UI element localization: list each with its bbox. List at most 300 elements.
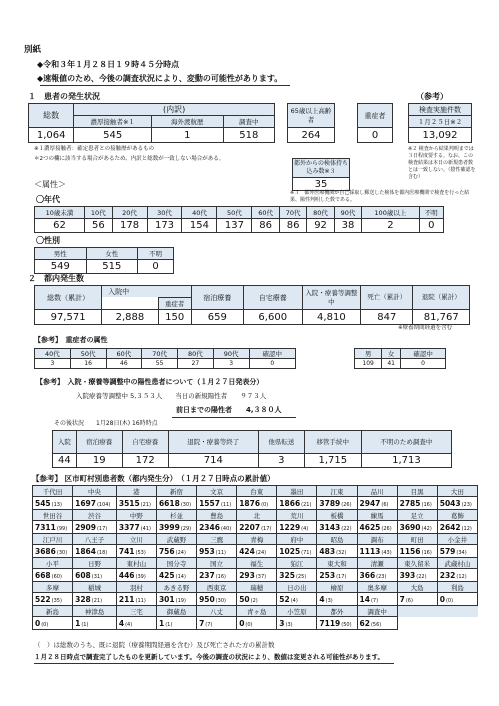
ward-count: 483 bbox=[319, 546, 336, 556]
sex-header-2: 不明 bbox=[138, 248, 174, 260]
ward-name: 世田谷 bbox=[33, 510, 73, 521]
severe-age-header-5: 90代 bbox=[213, 349, 249, 359]
ward-name: 東大和 bbox=[317, 558, 357, 569]
ward-name: 北 bbox=[237, 510, 277, 521]
ward-discharged-count: (19) bbox=[175, 597, 186, 604]
ward-value bbox=[116, 545, 156, 558]
ward-value bbox=[33, 569, 73, 582]
ward-value bbox=[277, 497, 317, 510]
ward-name: 檜原 bbox=[317, 582, 357, 593]
adjust-value-6: 1,713 bbox=[361, 454, 451, 468]
ward-discharged-count: (0) bbox=[41, 621, 49, 628]
v2-severe: 150 bbox=[158, 310, 191, 325]
adjust-value-2: 172 bbox=[122, 454, 168, 468]
ward-discharged-count: (11) bbox=[220, 501, 232, 508]
ward-value bbox=[197, 521, 237, 534]
ward-name: 町田 bbox=[397, 534, 437, 545]
ward-name: 杉並 bbox=[156, 510, 196, 521]
ward-name: 羽村 bbox=[116, 582, 156, 593]
v2-total: 97,571 bbox=[35, 310, 102, 325]
ward-value bbox=[357, 521, 397, 534]
age-table bbox=[34, 206, 444, 233]
v-tests: 13,092 bbox=[409, 128, 472, 143]
ward-name: 豊島 bbox=[197, 510, 237, 521]
ward-count: 2346 bbox=[199, 522, 220, 532]
severe-age-header-4: 80代 bbox=[178, 349, 214, 359]
ward-discharged-count: (14) bbox=[175, 573, 186, 580]
severe-age-header-6: 確認中 bbox=[249, 349, 296, 359]
ward-value bbox=[33, 521, 73, 534]
section1-title: １ 患者の発生状況 bbox=[28, 92, 100, 101]
ward-value bbox=[33, 593, 73, 606]
ward-count: 4625 bbox=[359, 522, 381, 532]
h-tests: 検査実施件数 bbox=[409, 104, 472, 116]
elderly-table bbox=[287, 103, 335, 143]
v2-home: 6,600 bbox=[243, 310, 302, 325]
ward-discharged-count: (35) bbox=[51, 597, 62, 604]
ward-value bbox=[197, 617, 237, 630]
ward-count: 950 bbox=[199, 594, 215, 604]
ward-discharged-count: (17) bbox=[261, 525, 272, 532]
age-value-8: 92 bbox=[307, 219, 334, 233]
ward-name bbox=[437, 606, 477, 617]
h2-hosp-spacer bbox=[102, 298, 159, 310]
adjust-ref-underline bbox=[172, 417, 296, 418]
age-header-8: 80代 bbox=[307, 207, 334, 219]
note-tests: ※２ 検査から結果判明までは３日程度要する。なお、この検査結果は本日の新規患者数とは一致しない。（陰性確認を含む） bbox=[408, 146, 476, 180]
ward-discharged-count: (21) bbox=[140, 501, 151, 508]
ward-discharged-count: (40) bbox=[220, 525, 232, 532]
ward-count: 2785 bbox=[399, 498, 421, 508]
ward-count: 3789 bbox=[319, 498, 341, 508]
v-severe: 0 bbox=[358, 128, 393, 143]
ward-discharged-count: (41) bbox=[140, 525, 151, 532]
ward-discharged-count: (24) bbox=[175, 549, 186, 556]
age-header-5: 50代 bbox=[217, 207, 252, 219]
ward-name: 三宅 bbox=[116, 606, 156, 617]
h-uchiwake: (内訳) bbox=[74, 104, 275, 116]
ward-value bbox=[437, 521, 477, 534]
ward-count: 1876 bbox=[239, 498, 261, 508]
ward-name: 青ヶ島 bbox=[237, 606, 277, 617]
ward-name: 千代田 bbox=[33, 486, 73, 497]
h-overseas: 海外渡航歴 bbox=[151, 116, 223, 128]
ward-discharged-count: (104) bbox=[96, 501, 111, 508]
ward-count: 424 bbox=[239, 546, 255, 556]
wards-footnote-1: （ ）は総数のうち、既に退院（療養期間経過を含む）及び死亡された方の累計数 bbox=[34, 641, 275, 649]
ward-name: 清瀬 bbox=[357, 558, 397, 569]
ward-value bbox=[317, 521, 357, 534]
ward-count: 545 bbox=[35, 498, 51, 508]
ward-discharged-count: (3) bbox=[325, 597, 333, 604]
ward-name: 昭島 bbox=[317, 534, 357, 545]
age-header-9: 90代 bbox=[334, 207, 361, 219]
ward-value bbox=[277, 569, 317, 582]
ward-value bbox=[156, 521, 196, 534]
ward-count: 3690 bbox=[399, 522, 421, 532]
ward-discharged-count: (18) bbox=[96, 549, 108, 556]
ward-discharged-count: (16) bbox=[215, 573, 226, 580]
severe-age-value-6: 0 bbox=[249, 359, 296, 369]
ward-value bbox=[33, 617, 73, 630]
sex-value-1: 515 bbox=[86, 260, 138, 274]
transfer-table bbox=[292, 158, 350, 191]
ward-discharged-count: (26) bbox=[341, 501, 352, 508]
ward-discharged-count: (42) bbox=[421, 525, 432, 532]
ward-name: 渋谷 bbox=[73, 510, 117, 521]
ward-value bbox=[397, 569, 437, 582]
ward-name: 瑞穂 bbox=[237, 582, 277, 593]
ward-discharged-count: (4) bbox=[301, 525, 309, 532]
ward-count: 0 bbox=[239, 618, 245, 628]
ward-count: 1557 bbox=[199, 498, 220, 508]
v-close: 545 bbox=[74, 128, 152, 143]
notice: ◆速報値のため、今後の調査状況により、変動の可能性があります。 bbox=[37, 74, 283, 83]
ward-count: 62 bbox=[359, 618, 370, 628]
ward-value bbox=[33, 497, 73, 510]
ward-name: 品川 bbox=[357, 486, 397, 497]
ward-value bbox=[317, 545, 357, 558]
ward-count: 2642 bbox=[439, 522, 461, 532]
ward-discharged-count: (12) bbox=[456, 573, 467, 580]
ward-discharged-count: (0) bbox=[445, 597, 454, 604]
ward-discharged-count: (3) bbox=[285, 621, 293, 628]
age-header-11: 不明 bbox=[419, 207, 443, 219]
ward-value bbox=[197, 593, 237, 606]
ward-value bbox=[237, 545, 277, 558]
h2-adjust: 入院・療養等調整中 bbox=[302, 286, 361, 310]
ward-name: 利島 bbox=[437, 582, 477, 593]
ward-discharged-count: (39) bbox=[135, 573, 146, 580]
ward-discharged-count: (31) bbox=[91, 573, 103, 580]
ward-count: 2947 bbox=[359, 498, 381, 508]
ward-name: 御蔵島 bbox=[156, 606, 196, 617]
ward-count: 0 bbox=[439, 594, 445, 604]
ward-count: 3515 bbox=[118, 498, 140, 508]
v-overseas: 1 bbox=[151, 128, 223, 143]
ward-name: 台東 bbox=[237, 486, 277, 497]
ward-count: 3686 bbox=[35, 546, 56, 556]
ward-discharged-count: (17) bbox=[96, 525, 108, 532]
severe-sex-header-1: 女 bbox=[382, 349, 401, 359]
ward-name: 小金井 bbox=[437, 534, 477, 545]
ward-count: 756 bbox=[158, 546, 175, 556]
v2-hotel: 659 bbox=[191, 310, 243, 325]
ward-count: 50 bbox=[239, 594, 250, 604]
age-value-7: 86 bbox=[279, 219, 306, 233]
severe-sex-value-2: 0 bbox=[401, 359, 446, 369]
severe-age-value-2: 46 bbox=[106, 359, 142, 369]
ward-discharged-count: (21) bbox=[91, 597, 103, 604]
ward-count: 2207 bbox=[239, 522, 261, 532]
ward-value bbox=[156, 569, 196, 582]
ward-name: 日の出 bbox=[277, 582, 317, 593]
ward-value bbox=[437, 545, 477, 558]
h-investigating: 調査中 bbox=[223, 116, 274, 128]
age-value-6: 86 bbox=[252, 219, 279, 233]
ward-count: 393 bbox=[399, 570, 416, 580]
severe-age-table bbox=[34, 348, 296, 369]
note-mismatch: ＊2つの欄に該当する場合があるため、内訳と総数が一致しない場合がある。 bbox=[34, 156, 225, 162]
ward-count: 1 bbox=[75, 618, 81, 628]
ward-discharged-count: (29) bbox=[180, 525, 192, 532]
adjust-ref-line1: 入院療養等調整中 5,３５３人 当日の新規陽性者 ９７３人 bbox=[76, 392, 267, 400]
severe-age-value-0: 3 bbox=[35, 359, 71, 369]
ward-name: 調査中 bbox=[357, 606, 397, 617]
ward-name: 東村山 bbox=[116, 558, 156, 569]
ward-discharged-count: (16) bbox=[421, 549, 432, 556]
ward-count: 366 bbox=[359, 570, 376, 580]
ward-name: 小平 bbox=[33, 558, 73, 569]
adjust-followup-table bbox=[52, 430, 452, 468]
sex-title: 〇性別 bbox=[36, 236, 60, 245]
h2-hotel: 宿泊療養 bbox=[191, 286, 243, 310]
adjust-value-5: 1,715 bbox=[304, 454, 361, 468]
adjust-value-1: 19 bbox=[76, 454, 122, 468]
ward-discharged-count: (56) bbox=[370, 621, 382, 628]
ward-discharged-count: (11) bbox=[215, 549, 226, 556]
section1-ref: （参考） bbox=[416, 92, 448, 101]
ward-discharged-count: (0) bbox=[245, 621, 253, 628]
ward-name: 福生 bbox=[237, 558, 277, 569]
ward-value bbox=[197, 545, 237, 558]
ward-value bbox=[317, 569, 357, 582]
ward-count: 325 bbox=[279, 570, 295, 580]
ward-value bbox=[116, 593, 156, 606]
ward-value bbox=[397, 593, 437, 606]
ward-name: 武蔵村山 bbox=[437, 558, 477, 569]
v2-hosp: 2,888 bbox=[102, 310, 159, 325]
ward-discharged-count: (37) bbox=[255, 573, 267, 580]
ward-name: 武蔵野 bbox=[156, 534, 196, 545]
age-header-2: 20代 bbox=[112, 207, 147, 219]
ward-value bbox=[397, 521, 437, 534]
ward-discharged-count: (60) bbox=[51, 573, 62, 580]
age-value-1: 56 bbox=[85, 219, 112, 233]
ward-value bbox=[237, 593, 277, 606]
ward-discharged-count: (0) bbox=[261, 501, 269, 508]
h-tests-date: １月２５日※２ bbox=[409, 116, 472, 128]
age-header-0: 10歳未満 bbox=[35, 207, 85, 219]
ward-value bbox=[397, 497, 437, 510]
ward-name: 新島 bbox=[33, 606, 73, 617]
h2-home: 自宅療養 bbox=[243, 286, 302, 310]
ward-value bbox=[277, 593, 317, 606]
ward-discharged-count: (21) bbox=[301, 501, 312, 508]
ward-value bbox=[73, 593, 117, 606]
sex-table bbox=[34, 247, 174, 274]
ward-count: 253 bbox=[319, 570, 336, 580]
severe-sex-value-0: 109 bbox=[355, 359, 382, 369]
ward-table bbox=[32, 485, 478, 630]
ward-name: 稲城 bbox=[73, 582, 117, 593]
ward-count: 7 bbox=[399, 594, 405, 604]
ward-discharged-count: (50) bbox=[341, 621, 352, 628]
ward-count: 3143 bbox=[319, 522, 341, 532]
ward-name: 青梅 bbox=[237, 534, 277, 545]
ward-name: 葛飾 bbox=[437, 510, 477, 521]
ward-count: 1025 bbox=[279, 546, 301, 556]
ward-discharged-count: (1) bbox=[165, 621, 173, 628]
ward-value bbox=[197, 497, 237, 510]
adjust-header-5: 移管手続中 bbox=[304, 431, 361, 454]
ward-discharged-count: (13) bbox=[51, 501, 62, 508]
ward-value bbox=[237, 521, 277, 534]
ward-count: 237 bbox=[199, 570, 215, 580]
v-investigating: 518 bbox=[223, 128, 274, 143]
ward-name: 都外 bbox=[317, 606, 357, 617]
severe-sex-header-2: 確認中 bbox=[401, 349, 446, 359]
ward-name: 東久留米 bbox=[397, 558, 437, 569]
ward-value bbox=[397, 545, 437, 558]
note-discharge: ※療養期間経過を含む bbox=[398, 325, 453, 331]
ward-name: 大田 bbox=[437, 486, 477, 497]
ward-name bbox=[397, 606, 437, 617]
ward-count: 5043 bbox=[439, 498, 461, 508]
ward-value bbox=[437, 569, 477, 582]
ward-discharged-count: (11) bbox=[135, 597, 146, 604]
ward-name: 板橋 bbox=[317, 510, 357, 521]
ward-count: 2909 bbox=[75, 522, 96, 532]
ward-count: 446 bbox=[118, 570, 135, 580]
ward-count: 14 bbox=[359, 594, 370, 604]
ward-name: 奥多摩 bbox=[357, 582, 397, 593]
ward-value bbox=[317, 617, 357, 630]
age-header-1: 10代 bbox=[85, 207, 112, 219]
ward-name: 日野 bbox=[73, 558, 117, 569]
age-header-6: 60代 bbox=[252, 207, 279, 219]
adjust-header-0: 入院 bbox=[53, 431, 77, 454]
ward-name: 大島 bbox=[397, 582, 437, 593]
ward-count: 7 bbox=[199, 618, 205, 628]
note-transfer: ※３ 都外医療機関が自己採取し郵送した検体を都内医療機関で検査を行った結果、陽性判明した数である。 bbox=[290, 190, 470, 203]
severe-age-value-1: 16 bbox=[70, 359, 106, 369]
sex-value-0: 549 bbox=[35, 260, 87, 274]
ward-count: 6618 bbox=[158, 498, 180, 508]
ward-value bbox=[156, 617, 196, 630]
ward-discharged-count: (1) bbox=[81, 621, 89, 628]
ward-name: 目黒 bbox=[397, 486, 437, 497]
ward-name: 八王子 bbox=[73, 534, 117, 545]
severe-sex-value-1: 41 bbox=[382, 359, 401, 369]
age-value-10: 2 bbox=[362, 219, 419, 233]
ward-count: 7119 bbox=[319, 618, 341, 628]
ward-discharged-count: (23) bbox=[461, 501, 472, 508]
ward-value bbox=[357, 593, 397, 606]
notice-underline bbox=[40, 85, 290, 86]
severe-age-value-5: 3 bbox=[213, 359, 249, 369]
ward-name: 江東 bbox=[317, 486, 357, 497]
ward-count: 301 bbox=[158, 594, 175, 604]
age-title: 〇年代 bbox=[36, 195, 60, 204]
severe-age-header-1: 50代 bbox=[70, 349, 106, 359]
ward-discharged-count: (71) bbox=[301, 549, 312, 556]
ward-value bbox=[116, 497, 156, 510]
ward-value bbox=[237, 617, 277, 630]
ward-value bbox=[237, 497, 277, 510]
ward-value bbox=[33, 545, 73, 558]
ward-count: 232 bbox=[439, 570, 456, 580]
ward-value bbox=[116, 617, 156, 630]
ward-count: 1156 bbox=[399, 546, 421, 556]
severe-age-header-3: 70代 bbox=[142, 349, 178, 359]
v2-adjust: 4,810 bbox=[302, 310, 361, 325]
page-label: 別紙 bbox=[24, 45, 42, 55]
ward-value bbox=[156, 497, 196, 510]
ward-name: 立川 bbox=[116, 534, 156, 545]
sex-header-1: 女性 bbox=[86, 248, 138, 260]
ward-name: 練馬 bbox=[357, 510, 397, 521]
h-transfer: 都外からの検体持ち込み数※３ bbox=[293, 159, 350, 178]
ward-discharged-count: (6) bbox=[381, 501, 389, 508]
severe-age-value-4: 27 bbox=[178, 359, 214, 369]
patient-summary-table bbox=[28, 103, 275, 143]
ward-count: 0 bbox=[35, 618, 41, 628]
ward-name: 中野 bbox=[116, 510, 156, 521]
severe-sex-table bbox=[354, 348, 446, 369]
ward-value bbox=[437, 593, 477, 606]
age-header-3: 30代 bbox=[147, 207, 182, 219]
ward-discharged-count: (16) bbox=[421, 501, 432, 508]
ward-discharged-count: (30) bbox=[56, 549, 68, 556]
ward-value bbox=[73, 497, 117, 510]
age-value-2: 178 bbox=[112, 219, 147, 233]
h2-total: 総数（累計） bbox=[35, 286, 102, 310]
ward-count: 52 bbox=[279, 594, 290, 604]
ward-count: 608 bbox=[75, 570, 91, 580]
ward-discharged-count: (25) bbox=[295, 573, 307, 580]
ward-discharged-count: (34) bbox=[456, 549, 467, 556]
ward-discharged-count: (26) bbox=[381, 525, 392, 532]
ward-value bbox=[317, 497, 357, 510]
severe-ref-title: 【参考】 重症者の属性 bbox=[34, 336, 108, 344]
severe-age-header-2: 60代 bbox=[106, 349, 142, 359]
ward-name: 西東京 bbox=[197, 582, 237, 593]
ward-name: 三鷹 bbox=[197, 534, 237, 545]
ward-count: 7311 bbox=[35, 522, 56, 532]
ward-name: 文京 bbox=[197, 486, 237, 497]
ward-discharged-count: (2) bbox=[250, 597, 258, 604]
age-header-10: 100歳以上 bbox=[362, 207, 419, 219]
age-header-4: 40代 bbox=[182, 207, 217, 219]
ward-value bbox=[73, 617, 117, 630]
ward-value bbox=[197, 569, 237, 582]
age-value-5: 137 bbox=[217, 219, 252, 233]
ward-discharged-count: (23) bbox=[376, 573, 387, 580]
ward-name: 八丈 bbox=[197, 606, 237, 617]
ward-name: 江戸川 bbox=[33, 534, 73, 545]
adjust-header-6: 不明のため調査中 bbox=[361, 431, 451, 454]
ward-discharged-count: (24) bbox=[255, 549, 267, 556]
ward-discharged-count: (22) bbox=[341, 525, 352, 532]
severe-sex-header-0: 男 bbox=[355, 349, 382, 359]
ward-value bbox=[357, 617, 397, 630]
ward-value bbox=[156, 593, 196, 606]
adjust-ref-title: 【参考】 入院・療養等調整中の陽性患者について（１月２７日発表分） bbox=[36, 378, 264, 386]
ward-value bbox=[156, 545, 196, 558]
age-value-4: 154 bbox=[182, 219, 217, 233]
adjust-header-3: 退院・療養等終了 bbox=[168, 431, 258, 454]
section2-title: ２ 都内発生数 bbox=[28, 274, 84, 283]
ward-value bbox=[277, 617, 317, 630]
ward-value bbox=[357, 497, 397, 510]
ward-count: 1864 bbox=[75, 546, 96, 556]
age-value-3: 173 bbox=[147, 219, 182, 233]
ward-value bbox=[397, 617, 437, 630]
ward-name: 小笠原 bbox=[277, 606, 317, 617]
age-value-0: 62 bbox=[35, 219, 85, 233]
ward-discharged-count: (7) bbox=[370, 597, 379, 604]
